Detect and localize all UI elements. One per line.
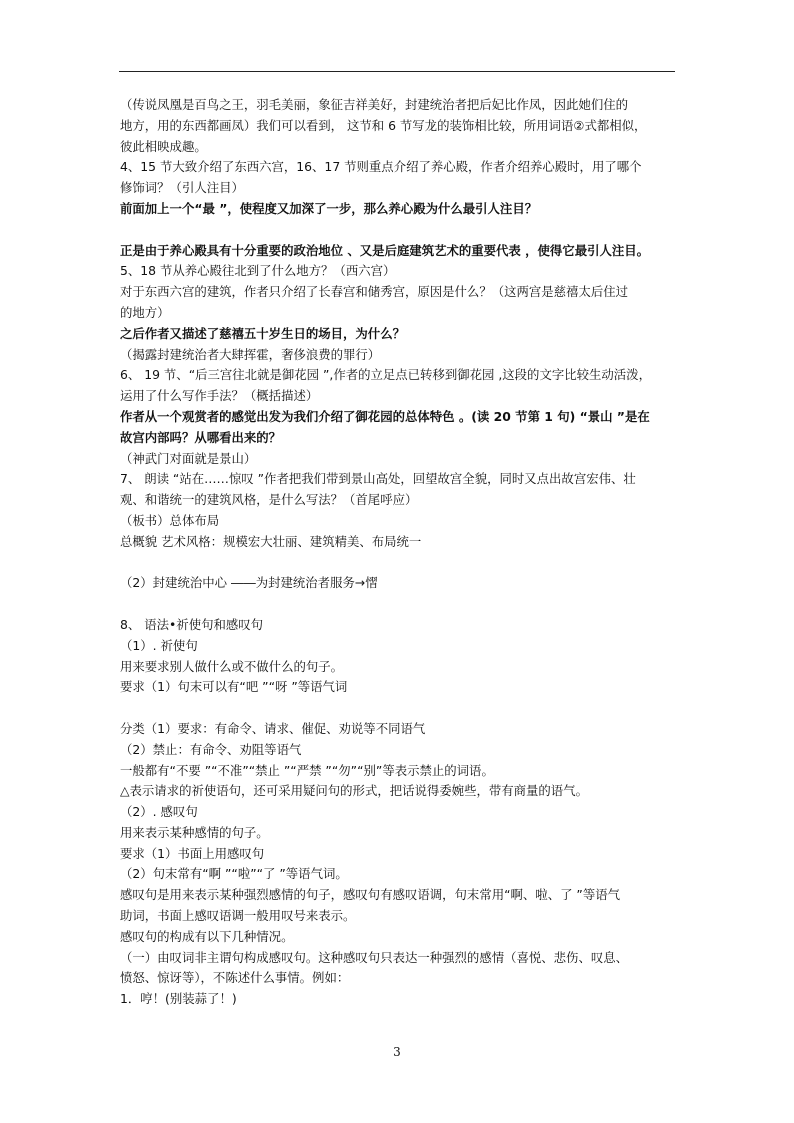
text-line: 8、 语法•祈使句和感叹句 <box>120 616 264 632</box>
text-line: （一）由叹词非主谓句构成感叹句。这种感叹句只表达一种强烈的感情（喜悦、悲伤、叹息、 <box>120 949 629 965</box>
document-body <box>120 95 680 1010</box>
text-line: 的地方） <box>120 304 170 320</box>
blank-line <box>120 553 680 574</box>
blank-line <box>120 220 680 241</box>
text-line: 正是由于养心殿具有十分重要的政治地位 、又是后庭建筑艺术的重要代表 ，使得它最引人注目。 <box>120 242 650 258</box>
text-line: △表示请求的祈使语句，还可采用疑问句的形式，把话说得委婉些，带有商量的语气。 <box>120 783 588 799</box>
text-line: （1）. 祈使句 <box>120 637 198 653</box>
text-line: （2）禁止：有命令、劝阻等语气 <box>120 741 302 757</box>
text-line: 助词，书面上感叹语调一般用叹号来表示。 <box>120 908 356 924</box>
text-line: （2）句末常有“啊 ”“啦”“了 ”等语气词。 <box>120 866 348 882</box>
text-line: 6、 19 节、“后三宫往北就是御花园 ”,作者的立足点已转移到御花园 ,这段的文字比较生动活泼， <box>120 367 651 383</box>
text-line: 用来表示某种感情的句子。 <box>120 824 269 840</box>
text-line: （板书）总体布局 <box>120 512 220 528</box>
page-number: 3 <box>393 1045 401 1059</box>
text-line: 感叹句是用来表示某种强烈感情的句子，感叹句有感叹语调，句末常用“啊、啦、了 ”等语气 <box>120 887 621 903</box>
text-line: 5、18 节从养心殿往北到了什么地方？（西六宫） <box>120 263 396 279</box>
text-line: 愤怒、惊讶等），不陈述什么事情。例如： <box>120 970 350 986</box>
text-line: 之后作者又描述了慈禧五十岁生日的场目，为什么？ <box>120 325 405 341</box>
text-line: 修饰词？（引人注目） <box>120 180 244 196</box>
blank-line <box>120 594 680 615</box>
text-line: （神武门对面就是景山） <box>120 450 257 466</box>
text-line: 感叹句的构成有以下几种情况。 <box>120 928 294 944</box>
text-line: 1．哼！(别装蒜了！) <box>120 991 237 1007</box>
text-line: （传说凤凰是百鸟之王，羽毛美丽，象征吉祥美好，封建统治者把后妃比作凤，因此她们住的 <box>120 97 629 112</box>
text-line: 要求（1）句末可以有“吧 ”“呀 ”等语气词 <box>120 679 348 695</box>
text-line: 分类（1）要求：有命令、请求、催促、劝说等不同语气 <box>120 720 426 736</box>
text-line: 彼此相映成趣。 <box>120 138 207 154</box>
text-line: 前面加上一个“最 ”，使程度又加深了一步，那么养心殿为什么最引人注目？ <box>120 200 538 216</box>
blank-line <box>120 698 680 719</box>
text-line: 一般都有“不要 ”“不准”“禁止 ”“严禁 ”“勿”“别”等表示禁止的词语。 <box>120 762 494 778</box>
text-line: （2）封建统治中心 ――为封建统治者服务→慴 <box>120 575 378 591</box>
text-line: 地方，用的东西都画凤）我们可以看到， 这节和 6 节写龙的装饰相比较，所用词语②式都相似， <box>120 117 647 133</box>
text-line: 7、 朗读 “站在……惊叹 ”作者把我们带到景山高处，回望故宫全貌，同时又点出故宫宏伟、壮 <box>120 471 636 487</box>
text-line: 作者从一个观赏者的感觉出发为我们介绍了御花园的总体特色 。(读 20 节第 1 句) “景山 ”是在 <box>120 408 650 424</box>
text-line: 对于东西六宫的建筑，作者只介绍了长春宫和储秀宫，原因是什么？（这两宫是慈禧太后住过 <box>120 284 629 300</box>
text-line: 故宫内部吗？从哪看出来的？ <box>120 429 282 445</box>
text-line: （揭露封建统治者大肆挥霍，奢侈浪费的罪行） <box>120 346 381 362</box>
text-line: 观、和谐统一的建筑风格，是什么写法？（首尾呼应） <box>120 492 418 508</box>
header-rule <box>119 71 675 72</box>
text-line: 运用了什么写作手法？（概括描述） <box>120 388 319 404</box>
text-line: 4、15 节大致介绍了东西六宫，16、17 节则重点介绍了养心殿，作者介绍养心殿时，用了哪个 <box>120 159 642 175</box>
text-line: （2）. 感叹句 <box>120 804 198 820</box>
text-line: 用来要求别人做什么或不做什么的句子。 <box>120 658 344 674</box>
text-line: 总概貌 艺术风格：规模宏大壮丽、建筑精美、布局统一 <box>120 533 422 549</box>
text-line: 要求（1）书面上用感叹句 <box>120 845 265 861</box>
